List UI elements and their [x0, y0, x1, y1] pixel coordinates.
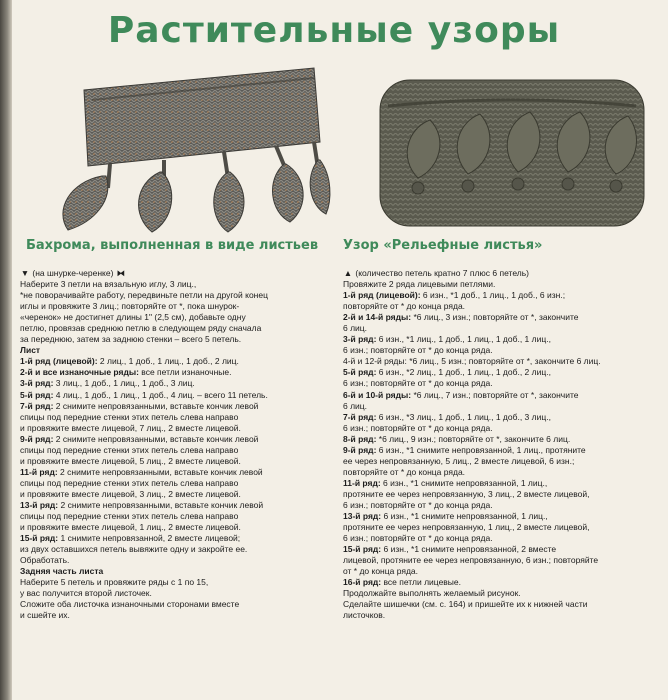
- instruction-line: у вас получится второй листочек.: [20, 588, 152, 599]
- instruction-line: спицы под передние стенки этих петель слева направо: [20, 477, 239, 488]
- instruction-line: Лист: [20, 345, 41, 356]
- instruction-line: повторяйте от * до конца ряда.: [343, 466, 466, 477]
- leaf-fringe-photo: [14, 60, 332, 238]
- left-section-heading: Бахрома, выполненная в виде листьев: [26, 238, 319, 253]
- right-instructions: [343, 268, 601, 622]
- instruction-line: 5-й ряд: 4 лиц., 1 доб., 1 лиц., 1 доб., 4 лиц. – всего 11 петель.: [20, 389, 268, 400]
- instruction-line: 6 лиц.: [343, 400, 368, 411]
- instruction-line: спицы под передние стенки этих петель слева направо: [20, 444, 239, 455]
- instruction-line: листочков.: [343, 610, 386, 621]
- instruction-line: Задняя часть листа: [20, 566, 104, 577]
- instruction-line: 6-й и 10-й ряды: *6 лиц., 7 изн.; повторяйте от *, закончите: [343, 389, 579, 400]
- cord-symbol-icon: ▼: [20, 268, 30, 278]
- instruction-line: Обработать.: [20, 555, 70, 566]
- instruction-line: 11-й ряд: 6 изн., *1 снимите непровязанной, 1 лиц.,: [343, 477, 548, 488]
- instruction-line: 3-й ряд: 3 лиц., 1 доб., 1 лиц., 1 доб., 3 лиц.: [20, 378, 195, 389]
- instruction-line: петлю, провязав среднюю петлю в следующем ряду сначала: [20, 323, 262, 334]
- instruction-line: 9-й ряд: 2 снимите непровязанными, вставьте кончик левой: [20, 433, 259, 444]
- instruction-line: ее через непровязанную, 5 лиц., 2 вместе лицевой, 6 изн.;: [343, 455, 575, 466]
- instruction-line: 2-й и все изнаночные ряды: все петли изнаночные.: [20, 367, 232, 378]
- instruction-line: *не поворачивайте работу, передвиньте петли на другой конец: [20, 290, 268, 301]
- page-title: Растительные узоры: [107, 10, 561, 51]
- instruction-line: 11-й ряд: 2 снимите непровязанными, вставьте кончик левой: [20, 466, 263, 477]
- instruction-line: Наберите 5 петель и провяжите ряды с 1 по 15,: [20, 577, 209, 588]
- instruction-line: «черенок» не достигнет длины 1" (2,5 см), добавьте одну: [20, 312, 246, 323]
- instruction-line: ▲ (количество петель кратно 7 плюс 6 петель): [343, 268, 530, 278]
- instruction-line: иглы и провяжите 3 лиц.; повторяйте от *, пока шнурок-: [20, 301, 240, 312]
- instruction-line: 4-й и 12-й ряды: *6 лиц., 5 изн.; повторяйте от *, закончите 6 лиц.: [343, 356, 601, 367]
- relief-leaves-photo: [378, 78, 648, 230]
- instruction-line: 6 изн.; повторяйте от * до конца ряда.: [343, 533, 493, 544]
- instruction-line: Сложите оба листочка изнаночными сторонами вместе: [20, 599, 240, 610]
- instruction-line: 6 изн.; повторяйте от * до конца ряда.: [343, 378, 493, 389]
- instruction-line: 1-й ряд (лицевой): 6 изн., *1 доб., 1 лиц., 1 доб., 6 изн.;: [343, 290, 566, 301]
- instruction-line: спицы под передние стенки этих петель слева направо: [20, 411, 239, 422]
- instruction-line: 13-й ряд: 6 изн., *1 снимите непровязанной, 1 лиц.,: [343, 511, 548, 522]
- instruction-line: 6 лиц.: [343, 323, 368, 334]
- triangle-symbol-icon: ▲: [343, 268, 353, 278]
- instruction-line: и провяжите вместе лицевой, 3 лиц., 2 вместе лицевой.: [20, 488, 241, 499]
- instruction-line: 7-й ряд: 6 изн., *3 лиц., 1 доб., 1 лиц., 1 доб., 3 лиц.,: [343, 411, 551, 422]
- instruction-line: из двух оставшихся петель вывяжите одну и закройте ее.: [20, 544, 248, 555]
- instruction-line: 2-й и 14-й ряды: *6 лиц., 3 изн.; повторяйте от *, закончите: [343, 312, 579, 323]
- instruction-line: спицы под передние стенки этих петель слева направо: [20, 511, 239, 522]
- instruction-line: от * до конца ряда.: [343, 566, 418, 577]
- instruction-line: 16-й ряд: все петли лицевые.: [343, 577, 462, 588]
- instruction-line: и сшейте их.: [20, 610, 70, 621]
- instruction-line: 6 изн.; повторяйте от * до конца ряда.: [343, 422, 493, 433]
- instruction-line: 15-й ряд: 6 изн., *1 снимите непровязанной, 2 вместе: [343, 544, 557, 555]
- instruction-line: 1-й ряд (лицевой): 2 лиц., 1 доб., 1 лиц., 1 доб., 2 лиц.: [20, 356, 239, 367]
- instruction-line: и провяжите вместе лицевой, 1 лиц., 2 вместе лицевой.: [20, 522, 241, 533]
- instruction-line: и провяжите вместе лицевой, 5 лиц., 2 вместе лицевой.: [20, 455, 241, 466]
- instruction-line: повторяйте от * до конца ряда.: [343, 301, 466, 312]
- instruction-line: Продолжайте выполнять желаемый рисунок.: [343, 588, 521, 599]
- instruction-line: за переднюю, затем за заднюю стенки – всего 5 петель.: [20, 334, 242, 345]
- instruction-line: 3-й ряд: 6 изн., *1 лиц., 1 доб., 1 лиц., 1 доб., 1 лиц.,: [343, 334, 551, 345]
- instruction-line: 8-й ряд: *6 лиц., 9 изн.; повторяйте от *, закончите 6 лиц.: [343, 433, 571, 444]
- instruction-line: 15-й ряд: 1 снимите непровязанной, 2 вместе лицевой;: [20, 533, 241, 544]
- instruction-line: 6 изн.; повторяйте от * до конца ряда.: [343, 345, 493, 356]
- bowtie-symbol-icon: ⧓: [116, 268, 126, 278]
- right-section-heading: Узор «Рельефные листья»: [343, 238, 543, 253]
- instruction-line: Сделайте шишечки (см. с. 164) и пришейте их к нижней части: [343, 599, 588, 610]
- instruction-line: и провяжите вместе лицевой, 7 лиц., 2 вместе лицевой.: [20, 422, 241, 433]
- instruction-line: 5-й ряд: 6 изн., *2 лиц., 1 доб., 1 лиц., 1 доб., 2 лиц.,: [343, 367, 551, 378]
- instruction-line: 9-й ряд: 6 изн., *1 снимите непровязанной, 1 лиц., протяните: [343, 444, 586, 455]
- instruction-line: Наберите 3 петли на вязальную иглу, 3 лиц.,: [20, 279, 197, 290]
- instruction-line: ▼ (на шнурке-черенке) ⧓: [20, 268, 126, 278]
- instruction-line: протяните ее через непровязанную, 1 лиц., 2 вместе лицевой,: [343, 522, 590, 533]
- instruction-line: протяните ее через непровязанную, 3 лиц., 2 вместе лицевой,: [343, 488, 590, 499]
- instruction-line: лицевой, протяните ее через непровязанную, 6 изн.; повторяйте: [343, 555, 599, 566]
- instruction-line: 7-й ряд: 2 снимите непровязанными, вставьте кончик левой: [20, 400, 259, 411]
- instruction-line: 6 изн.; повторяйте от * до конца ряда.: [343, 499, 493, 510]
- book-binding: [0, 0, 12, 700]
- instruction-line: Провяжите 2 ряда лицевыми петлями.: [343, 279, 496, 290]
- left-instructions: [20, 268, 268, 622]
- instruction-line: 13-й ряд: 2 снимите непровязанными, вставьте кончик левой: [20, 499, 264, 510]
